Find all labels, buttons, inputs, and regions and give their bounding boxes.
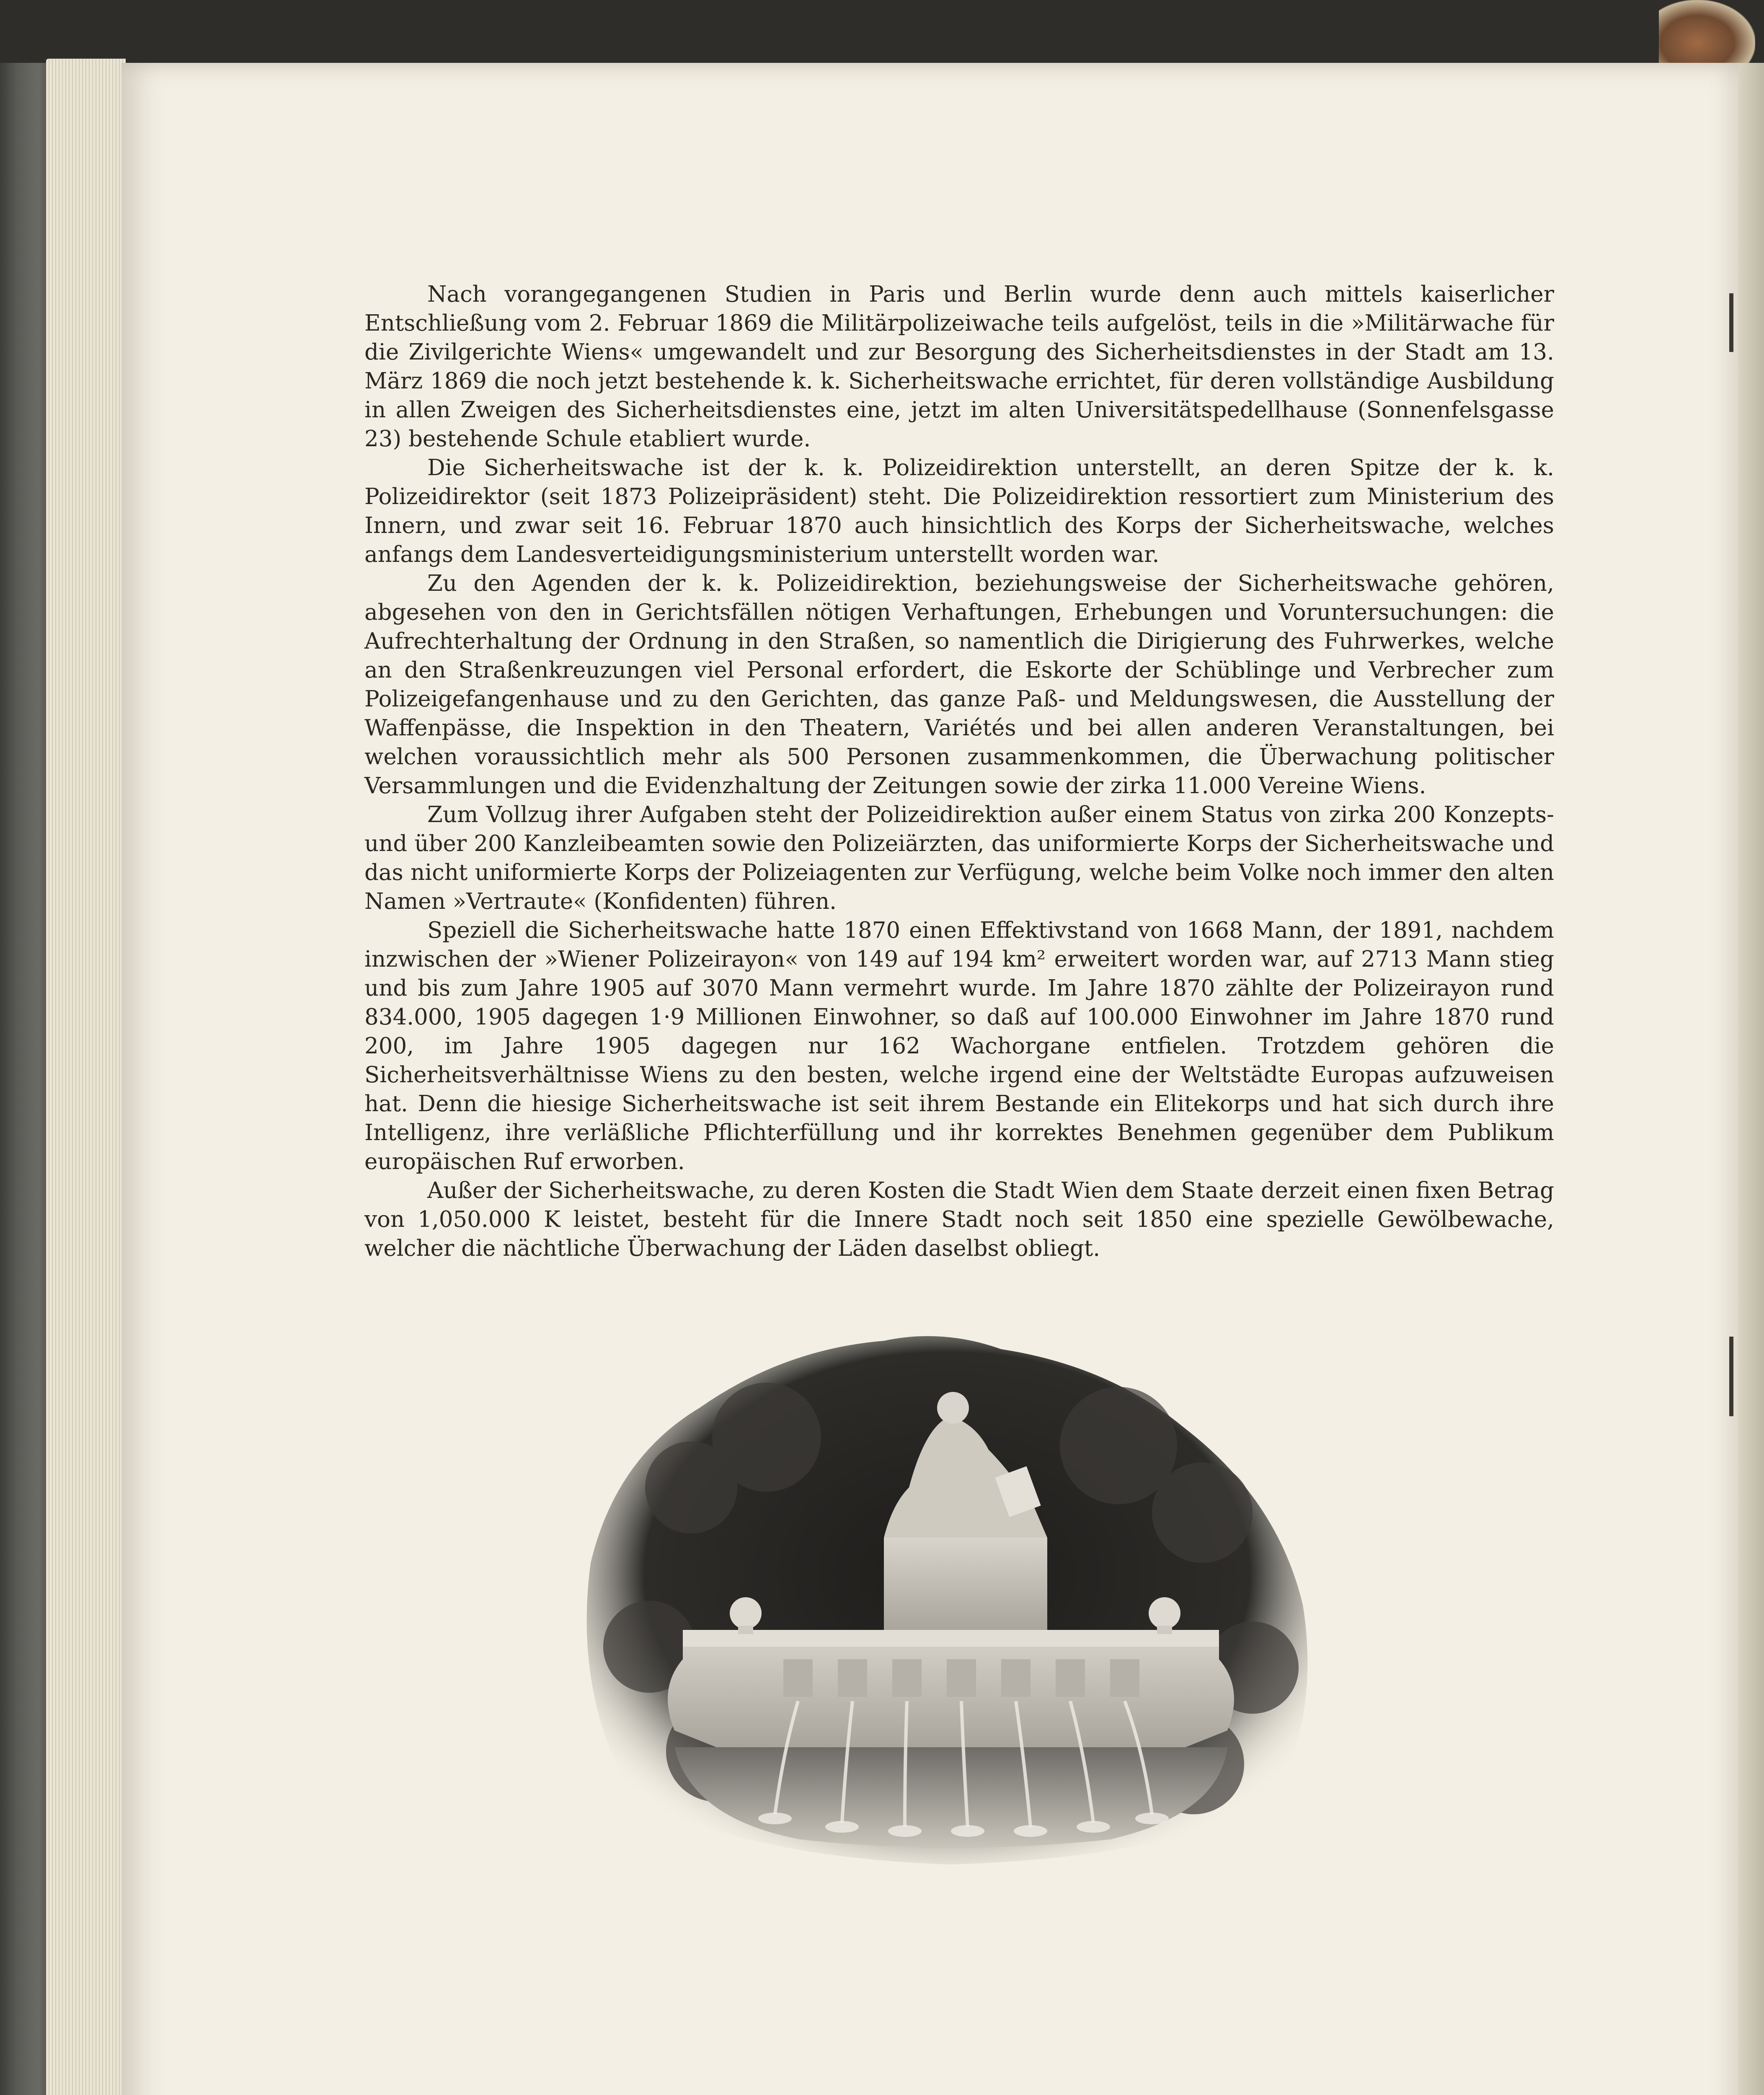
- paragraph: Speziell die Sicherheitswache hatte 1870 einen Effektivstand von 1668 Mann, der 1891, nachdem inzwischen der »Wiener Polizeirayon« von 149 auf 194 km² erweitert worden war, auf 2713 Mann stieg und bis zum Jahre 1905 auf 3070 Mann vermehrt wurde. Im Jahre 1870 zählte der Polizeirayon rund 834.000, 1905 dagegen 1·9 Millionen Einwohner, so daß auf 100.000 Einwohner im Jahre 1870 rund 200, im Jahre 1905 dagegen nur 162 Wachorgane entfielen. Trotzdem gehören die Sicherheitsverhältnisse Wiens zu den besten, welche irgend eine der Weltstädte Europas aufzuweisen hat. Denn die hiesige Sicherheitswache ist seit ihrem Bestande ein Elitekorps und hat sich durch ihre Intelligenz, ihre verläßliche Pflichterfüllung und ihr korrektes Benehmen gegenüber dem Publikum europäischen Ruf erworben.: [364, 918, 1554, 1174]
- page-marker: [1729, 1337, 1733, 1416]
- page-marker: [1729, 293, 1733, 352]
- fountain-illustration: [566, 1311, 1336, 1890]
- fountain-photo: [566, 1311, 1336, 1890]
- body-text: [364, 280, 1554, 1263]
- book-cover-top: [0, 0, 1764, 63]
- paragraph: Nach vorangegangenen Studien in Paris und Berlin wurde denn auch mittels kaiserlicher Entschließung vom 2. Februar 1869 die Militärpolizeiwache teils aufgelöst, teils in die »Militärwache für die Zivilgerichte Wiens« umgewandelt und zur Besorgung des Sicherheitsdienstes in der Stadt am 13. März 1869 die noch jetzt bestehende k. k. Sicherheitswache errichtet, für deren vollständige Ausbildung in allen Zweigen des Sicherheitsdienstes eine, jetzt im alten Universitätspedellhause (Sonnenfelsgasse 23) bestehende Schule etabliert wurde.: [364, 282, 1554, 452]
- torn-paper-corner: [1659, 0, 1755, 71]
- page-stack-edges: [46, 59, 126, 2095]
- paragraph: Zum Vollzug ihrer Aufgaben steht der Polizeidirektion außer einem Status von zirka 200 Konzepts- und über 200 Kanzleibeamten sowie den Polizeiärzten, das uniformierte Korps der Sicherheitswache und das nicht uniformierte Korps der Polizeiagenten zur Verfügung, welche beim Volke noch immer den alten Namen »Vertraute« (Konfidenten) führen.: [364, 802, 1554, 914]
- paragraph: Außer der Sicherheitswache, zu deren Kosten die Stadt Wien dem Staate derzeit einen fixen Betrag von 1,050.000 K leistet, besteht für die Innere Stadt noch seit 1850 eine spezielle Gewölbewache, welcher die nächtliche Überwachung der Läden daselbst obliegt.: [364, 1178, 1554, 1261]
- paragraph: Die Sicherheitswache ist der k. k. Polizeidirektion unterstellt, an deren Spitze der k. k. Polizeidirektor (seit 1873 Polizeipräsident) steht. Die Polizeidirektion ressortiert zum Ministerium des Innern, und zwar seit 16. Februar 1870 auch hinsichtlich des Korps der Sicherheitswache, welches anfangs dem Landesverteidigungsministerium unterstellt worden war.: [364, 455, 1554, 567]
- paragraph: Zu den Agenden der k. k. Polizeidirektion, beziehungsweise der Sicherheitswache gehören, abgesehen von den in Gerichtsfällen nötigen Verhaftungen, Erhebungen und Voruntersuchungen: die Aufrechterhaltung der Ordnung in den Straßen, so namentlich die Dirigierung des Fuhrwerkes, welche an den Straßenkreuzungen viel Personal erfordert, die Eskorte der Schüblinge und Verbrecher zum Polizeigefangenhause und zu den Gerichten, das ganze Paß- und Meldungswesen, die Ausstellung der Waffenpässe, die Inspektion in den Theatern, Variétés und bei allen anderen Veranstaltungen, bei welchen voraussichtlich mehr als 500 Personen zusammenkommen, die Überwachung politischer Versammlungen und die Evidenzhaltung der Zeitungen sowie der zirka 11.000 Vereine Wiens.: [364, 571, 1554, 799]
- page-right-edge: [1738, 63, 1764, 2095]
